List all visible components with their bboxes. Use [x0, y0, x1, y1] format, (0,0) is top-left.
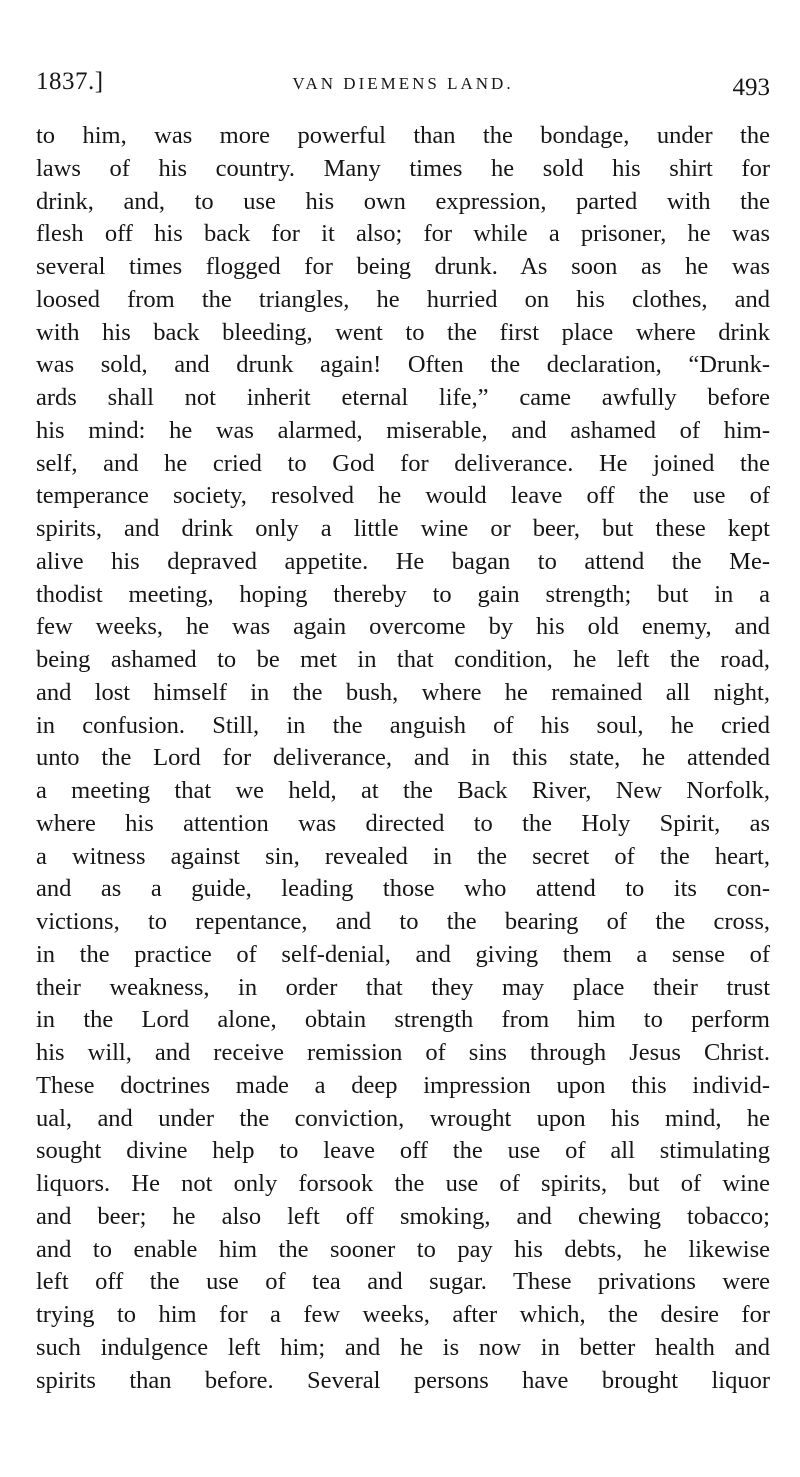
text-line: to him, was more powerful than the bondage, under the [36, 122, 770, 149]
text-line: unto the Lord for deliverance, and in this state, he attended [36, 744, 770, 772]
text-line: with his back bleeding, went to the first place where drink [36, 318, 770, 346]
text-line: was sold, and drunk again! Often the declaration, “Drunk- [36, 351, 770, 379]
text-line: in the Lord alone, obtain strength from him to perform [36, 1006, 770, 1034]
text-line: such indulgence left him; and he is now in better health and [36, 1333, 770, 1361]
text-line: loosed from the triangles, he hurried on his clothes, and [36, 285, 770, 313]
text-line: his mind: he was alarmed, miserable, and ashamed of him- [36, 416, 770, 444]
text-line: thodist meeting, hoping thereby to gain strength; but in a [36, 580, 770, 608]
text-line: drink, and, to use his own expression, parted with the [36, 187, 770, 215]
running-head [36, 62, 770, 102]
text-line: being ashamed to be met in that condition, he left the road, [36, 646, 770, 673]
text-line: victions, to repentance, and to the bearing of the cross, [36, 908, 770, 935]
text-line: sought divine help to leave off the use of all stimulating [36, 1137, 770, 1165]
text-line: spirits, and drink only a little wine or beer, but these kept [36, 515, 770, 542]
text-line: alive his depraved appetite. He bagan to attend the Me- [36, 547, 770, 575]
text-line: few weeks, he was again overcome by his old enemy, and [36, 613, 770, 641]
body-text [36, 120, 770, 1397]
text-line: several times flogged for being drunk. As soon as he was [36, 253, 770, 280]
text-line: and beer; he also left off smoking, and chewing tobacco; [36, 1202, 770, 1230]
header-title: VAN DIEMENS LAND. [292, 74, 514, 93]
text-line: in the practice of self-denial, and giving them a sense of [36, 940, 770, 968]
text-line: left off the use of tea and sugar. These privations were [36, 1268, 770, 1296]
text-line: liquors. He not only forsook the use of spirits, but of wine [36, 1170, 770, 1197]
text-line: and lost himself in the bush, where he remained all night, [36, 678, 770, 706]
text-line: in confusion. Still, in the anguish of his soul, he cried [36, 711, 770, 739]
text-line: laws of his country. Many times he sold his shirt for [36, 154, 770, 182]
text-line: where his attention was directed to the Holy Spirit, as [36, 809, 770, 837]
text-line: their weakness, in order that they may place their trust [36, 973, 770, 1001]
text-line: ards shall not inherit eternal life,” came awfully before [36, 384, 770, 411]
text-line: These doctrines made a deep impression upon this individ- [36, 1071, 770, 1099]
text-line: a witness against sin, revealed in the secret of the heart, [36, 842, 770, 870]
text-line: his will, and receive remission of sins through Jesus Christ. [36, 1039, 770, 1066]
page-number: 493 [732, 74, 770, 101]
text-line: trying to him for a few weeks, after which, the desire for [36, 1301, 770, 1328]
text-line: ual, and under the conviction, wrought upon his mind, he [36, 1104, 770, 1132]
header-year: 1837.] [36, 68, 104, 95]
text-line: a meeting that we held, at the Back River, New Norfolk, [36, 777, 770, 804]
text-line: and as a guide, leading those who attend to its con- [36, 875, 770, 903]
text-line: temperance society, resolved he would leave off the use of [36, 482, 770, 510]
text-line: spirits than before. Several persons have brought liquor [36, 1366, 770, 1394]
text-line: self, and he cried to God for deliverance. He joined the [36, 449, 770, 477]
text-line: and to enable him the sooner to pay his debts, he likewise [36, 1235, 770, 1263]
text-line: flesh off his back for it also; for while a prisoner, he was [36, 220, 770, 248]
